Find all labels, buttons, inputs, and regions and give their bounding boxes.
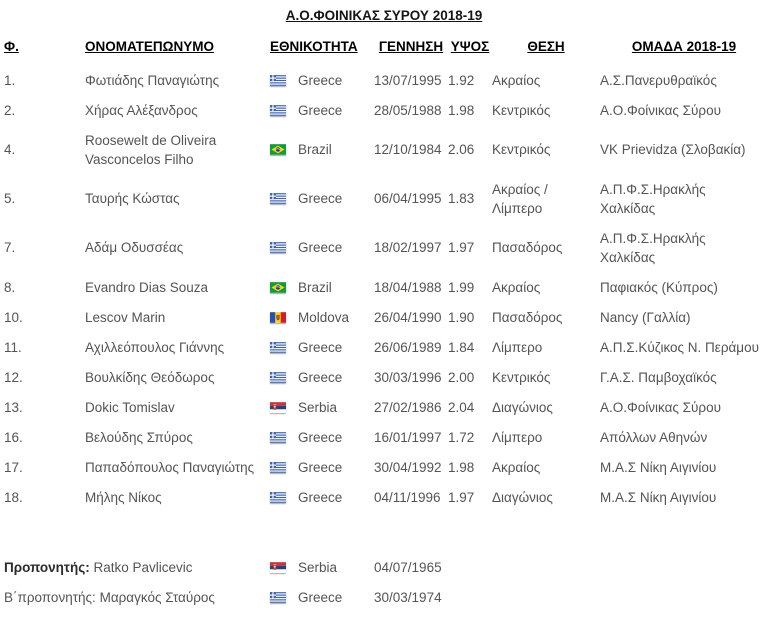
player-team: Μ.Α.Σ Νίκη Αιγινίου [600,459,717,475]
player-height: 1.99 [448,279,475,295]
staff-name: Ratko Pavlicevic [93,559,193,575]
header-name: ΟΝΟΜΑΤΕΠΩΝΥΜΟ [85,39,214,54]
player-team: Nancy (Γαλλία) [600,309,691,325]
nationality-label: Moldova [298,309,350,325]
player-height: 1.92 [448,72,475,88]
flag-greece-icon [270,592,286,603]
player-position: Ακραίος / Λίμπερο [492,181,548,216]
player-position: Λίμπερο [492,429,543,445]
flag-greece-icon [270,342,286,353]
flag-greece-icon [270,105,286,116]
flag-moldova-icon [270,312,286,323]
player-height: 1.98 [448,459,475,475]
player-row [0,125,768,174]
player-name: Lescov Marin [85,309,166,325]
nationality-label: Greece [298,102,343,118]
player-team: Α.Π.Φ.Σ.Ηρακλής Χαλκίδας [600,230,706,265]
player-team: Α.Σ.Πανερυθραϊκός [600,72,717,88]
player-number: 7. [4,240,16,255]
player-birthdate: 28/05/1988 [374,102,442,118]
player-team: Γ.Α.Σ. Παμβοχαϊκός [600,369,717,385]
player-name: Αχιλλεόπουλος Γιάννης [85,339,225,355]
player-height: 1.97 [448,489,475,505]
player-row [0,174,768,223]
player-row [0,392,768,422]
nationality-label: Greece [298,240,343,255]
player-number: 8. [4,279,16,295]
player-number: 13. [4,399,23,415]
nationality-cell [270,71,374,90]
nationality-cell [270,140,374,159]
player-row [0,422,768,452]
player-number: 4. [4,142,16,157]
flag-greece-icon [270,75,286,86]
flag-serbia-icon [270,562,286,573]
player-name: Evandro Dias Souza [85,279,209,295]
player-height: 1.98 [448,102,475,118]
player-position: Κεντρικός [492,142,551,157]
player-height: 2.06 [448,142,475,157]
player-number: 11. [4,339,22,355]
nationality-cell [270,428,374,447]
nationality-label: Serbia [298,399,338,415]
player-row [0,272,768,302]
header-team: ΟΜΑΔΑ 2018-19 [631,39,737,54]
nationality-label: Serbia [298,559,338,575]
flag-greece-icon [270,432,286,443]
player-team: VK Prievidza (Σλοβακία) [600,142,746,157]
player-position: Πασαδόρος [492,309,563,325]
page-title: Α.Ο.ΦΟΙΝΙΚΑΣ ΣΥΡΟΥ 2018-19 [285,8,483,23]
player-number: 17. [4,459,23,475]
player-name: Παπαδόπουλος Παναγιώτης [85,459,255,475]
nationality-cell [270,458,374,477]
header-height: ΥΨΟΣ [450,39,490,54]
player-team: Α.Ο.Φοίνικας Σύρου [600,399,721,415]
nationality-cell [270,488,374,507]
flag-greece-icon [270,193,286,204]
roster-table [0,33,768,512]
player-position: Ακραίος [492,459,541,475]
player-name: Χήρας Αλέξανδρος [85,102,198,118]
player-birthdate: 13/07/1995 [374,72,442,88]
nationality-cell [270,368,374,387]
player-position: Ακραίος [492,72,541,88]
player-height: 1.83 [448,191,475,206]
flag-greece-icon [270,242,286,253]
player-position: Ακραίος [492,279,541,295]
player-row [0,223,768,272]
staff-table [0,552,768,612]
player-height: 2.04 [448,399,475,415]
staff-row [0,582,768,612]
player-number: 12. [4,369,23,385]
player-number: 18. [4,489,23,505]
header-row [0,33,768,65]
player-row [0,302,768,332]
flag-greece-icon [270,492,286,503]
player-position: Λίμπερο [492,339,543,355]
player-number: 16. [4,429,23,445]
flag-serbia-icon [270,402,286,413]
player-birthdate: 30/04/1992 [374,459,442,475]
player-team: Α.Π.Φ.Σ.Ηρακλής Χαλκίδας [600,181,706,216]
player-team: Α.Ο.Φοίνικας Σύρου [600,102,721,118]
player-number: 1. [4,72,16,88]
nationality-label: Greece [298,191,343,206]
nationality-cell [270,588,374,607]
player-team: Α.Π.Σ.Κύζικος Ν. Περάμου [600,339,759,355]
nationality-label: Greece [298,429,343,445]
player-height: 2.00 [448,369,475,385]
nationality-label: Greece [298,369,343,385]
nationality-cell [270,338,374,357]
nationality-label: Greece [298,459,343,475]
player-number: 5. [4,191,16,206]
header-number: Φ. [4,39,19,54]
header-birth: ΓΕΝΝΗΣΗ [378,39,444,54]
player-birthdate: 06/04/1995 [374,191,442,206]
staff-role-label: Προπονητής: [4,559,90,575]
player-team: Μ.Α.Σ Νίκη Αιγινίου [600,489,717,505]
staff-birthdate: 04/07/1965 [374,559,442,575]
nationality-cell [270,398,374,417]
flag-greece-icon [270,372,286,383]
player-name: Dokic Tomislav [85,399,175,415]
player-birthdate: 27/02/1986 [374,399,442,415]
player-row [0,65,768,95]
player-name: Αδάμ Οδυσσέας [85,240,184,255]
player-birthdate: 04/11/1996 [374,489,441,505]
nationality-label: Greece [298,589,343,605]
player-height: 1.72 [448,429,475,445]
player-position: Κεντρικός [492,102,551,118]
player-team: Παφιακός (Κύπρος) [600,279,718,295]
nationality-cell [270,558,374,577]
player-birthdate: 26/04/1990 [374,309,442,325]
player-birthdate: 18/02/1997 [374,240,442,255]
player-name: Ταυρής Κώστας [85,191,180,206]
nationality-label: Brazil [298,142,332,157]
player-birthdate: 30/03/1996 [374,369,442,385]
nationality-label: Brazil [298,279,332,295]
player-name: Roosewelt de Oliveira Vasconcelos Filho [85,132,217,167]
player-position: Διαγώνιος [492,399,553,415]
player-position: Κεντρικός [492,369,551,385]
nationality-label: Greece [298,72,343,88]
flag-brazil-icon [270,282,286,293]
section-gap [0,512,768,552]
header-nationality: ΕΘΝΙΚΟΤΗΤΑ [270,39,358,54]
flag-greece-icon [270,462,286,473]
nationality-label: Greece [298,489,343,505]
player-position: Πασαδόρος [492,240,563,255]
header-position: ΘΕΣΗ [527,39,565,54]
nationality-cell [270,308,374,327]
nationality-cell [270,189,374,208]
player-number: 10. [4,309,23,325]
player-row [0,332,768,362]
player-position: Διαγώνιος [492,489,553,505]
nationality-cell [270,101,374,120]
player-birthdate: 26/06/1989 [374,339,442,355]
player-number: 2. [4,102,16,118]
player-height: 1.84 [448,339,475,355]
staff-row [0,552,768,582]
player-row [0,452,768,482]
nationality-cell [270,238,374,257]
staff-role-label: Β΄προπονητής: [4,589,96,605]
player-team: Απόλλων Αθηνών [600,429,708,445]
player-row [0,362,768,392]
player-row [0,482,768,512]
player-birthdate: 12/10/1984 [374,142,442,157]
player-name: Βουλκίδης Θεόδωρος [85,369,215,385]
staff-birthdate: 30/03/1974 [374,589,442,605]
player-birthdate: 16/01/1997 [374,429,442,445]
player-height: 1.90 [448,309,475,325]
player-birthdate: 18/04/1988 [374,279,442,295]
nationality-cell [270,278,374,297]
nationality-label: Greece [298,339,343,355]
flag-brazil-icon [270,144,286,155]
player-height: 1.97 [448,240,475,255]
staff-name: Μαραγκός Σταύρος [99,589,215,605]
player-name: Βελούδης Σπύρος [85,429,193,445]
player-name: Μήλης Νίκος [85,489,162,505]
player-name: Φωτιάδης Παναγιώτης [85,72,220,88]
player-row [0,95,768,125]
